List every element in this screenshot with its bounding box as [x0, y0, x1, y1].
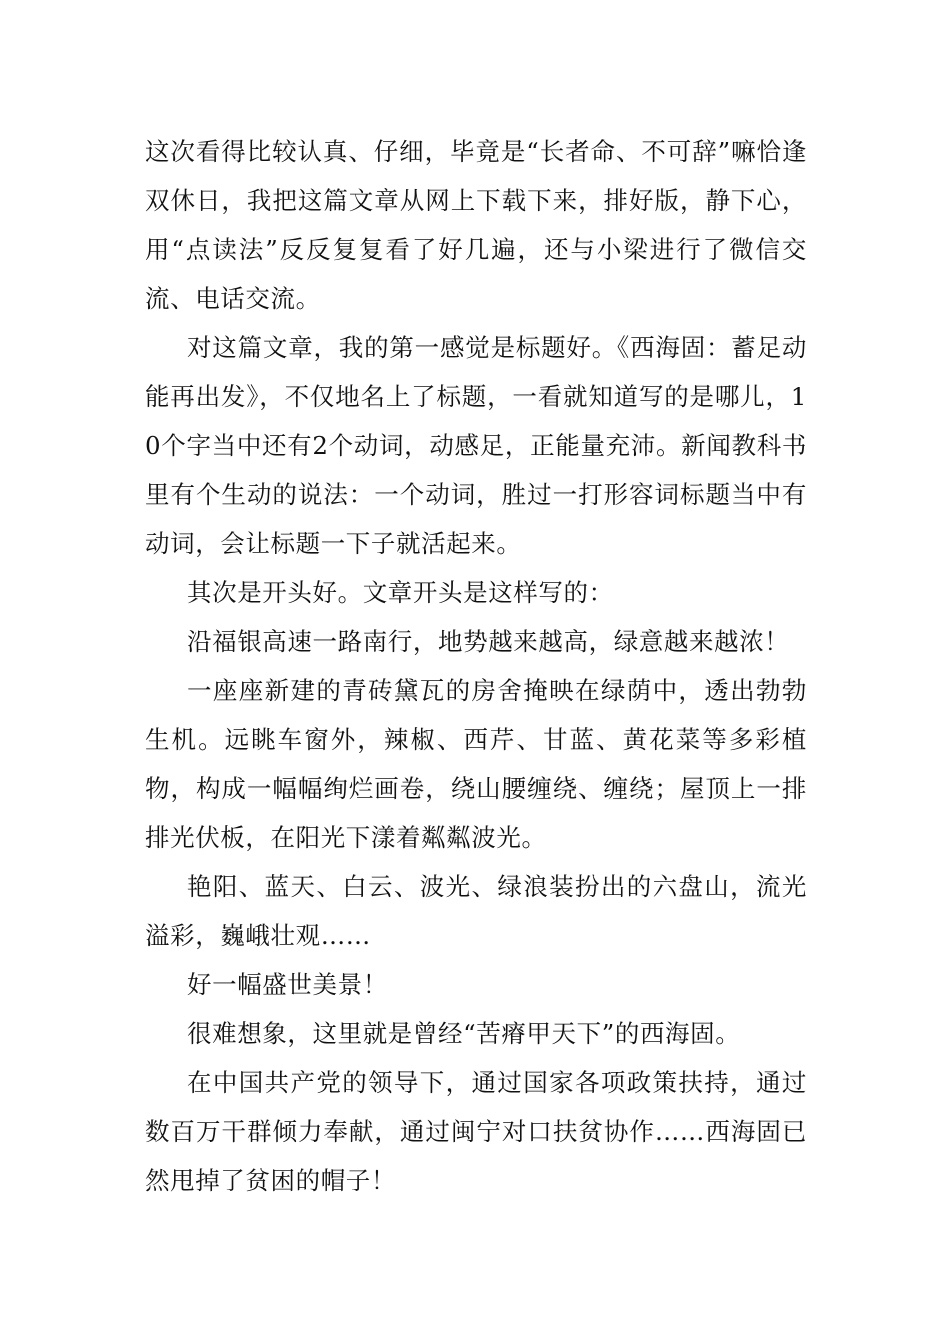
paragraph-8: 很难想象，这里就是曾经“苦瘠甲天下”的西海固。: [187, 1019, 741, 1048]
paragraph-4: 沿福银高速一路南行，地势越来越高，绿意越来越浓！: [187, 627, 790, 656]
paragraph-9: 在中国共产党的领导下，通过国家各项政策扶持，通过数百万干群倾力奉献，通过闽宁对口扶贫协作……西海固已然甩掉了贫困的帽子！: [145, 1068, 807, 1195]
paragraph-3: 其次是开头好。文章开头是这样写的：: [187, 578, 614, 607]
paragraph-5: 一座座新建的青砖黛瓦的房舍掩映在绿荫中，透出勃勃生机。远眺车窗外，辣椒、西芹、甘蓝、黄花菜等多彩植物，构成一幅幅绚烂画卷，绕山腰缠绕、缠绕；屋顶上一排排光伏板，在阳光下漾着粼粼波光。: [145, 676, 807, 852]
paragraph-6: 艳阳、蓝天、白云、波光、绿浪装扮出的六盘山，流光溢彩，巍峨壮观……: [145, 872, 807, 950]
paragraph-7: 好一幅盛世美景！: [187, 970, 388, 999]
document-body: [145, 127, 807, 1205]
paragraph-1: 这次看得比较认真、仔细，毕竟是“长者命、不可辞”嘛恰逢双休日，我把这篇文章从网上下载下来，排好版，静下心，用“点读法”反反复复看了好几遍，还与小梁进行了微信交流、电话交流。: [145, 137, 807, 313]
paragraph-2: 对这篇文章，我的第一感觉是标题好。《西海固：蓄足动能再出发》，不仅地名上了标题，一看就知道写的是哪儿，10个字当中还有2个动词，动感足，正能量充沛。新闻教科书里有个生动的说法：一个动词，胜过一打形容词标题当中有动词，会让标题一下子就活起来。: [145, 333, 807, 558]
